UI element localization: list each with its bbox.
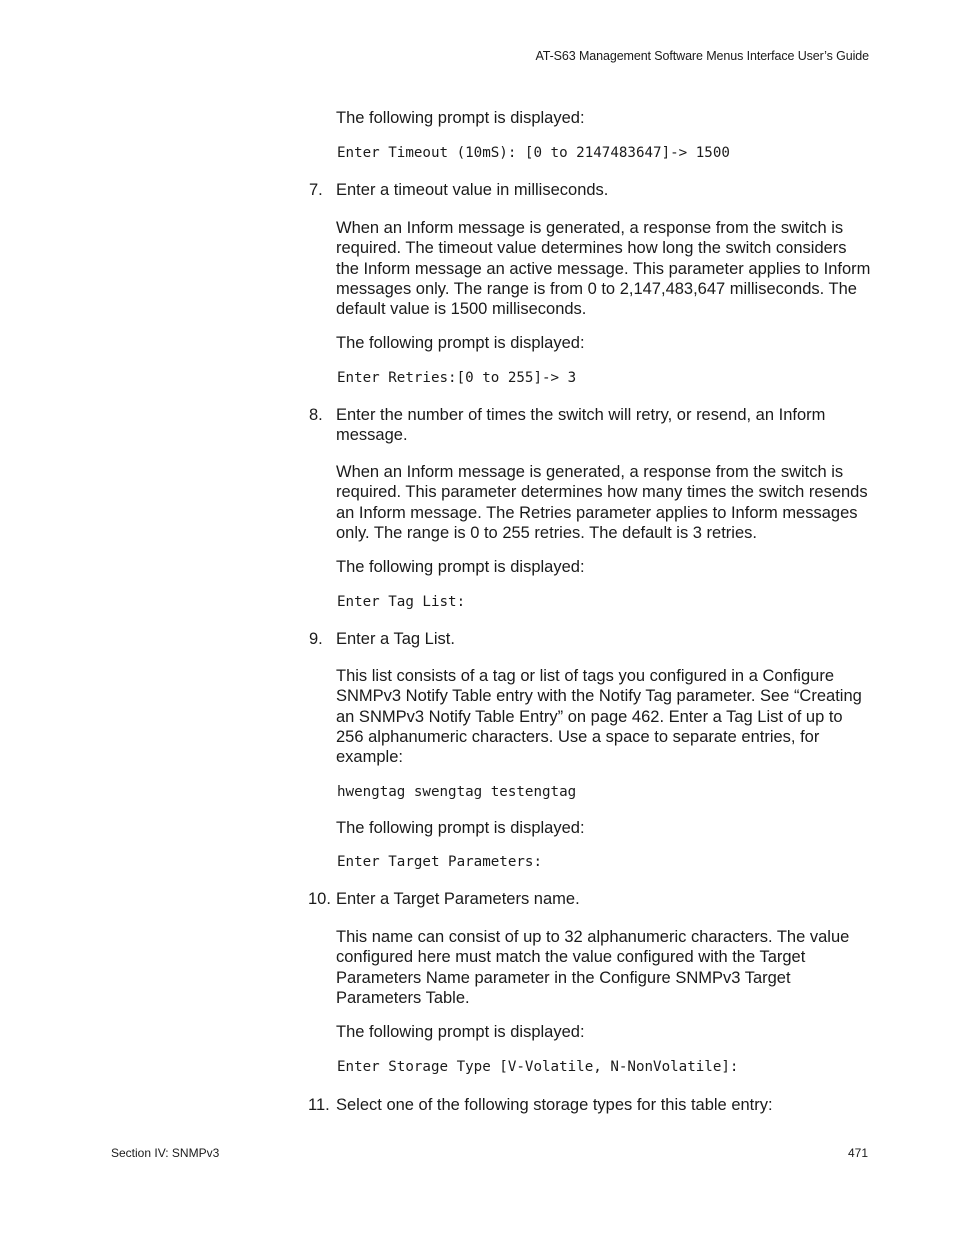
step-7-instruction: Enter a timeout value in milliseconds. (336, 181, 609, 199)
code-prompt-tag-list: Enter Tag List: (337, 594, 466, 610)
code-example-tags: hwengtag swengtag testengtag (337, 784, 577, 800)
step-number: 7. (309, 181, 323, 199)
step-number: 11. (308, 1096, 330, 1114)
page-number: 471 (847, 1146, 868, 1160)
step-10-description: This name can consist of up to 32 alphanumeric characters. The value configured here must match the value configured with the Target Parameters Name parameter in the Configure SNMPv3 Target Parameters Table. (336, 928, 850, 1007)
footer-section: Section IV: SNMPv3 (111, 1146, 220, 1160)
prompt-intro: The following prompt is displayed: (336, 558, 585, 576)
step-11-instruction: Select one of the following storage types for this table entry: (336, 1096, 773, 1114)
step-10-instruction: Enter a Target Parameters name. (336, 890, 580, 908)
code-prompt-retries: Enter Retries:[0 to 255]-> 3 (337, 370, 577, 386)
step-9-instruction: Enter a Tag List. (336, 630, 455, 648)
code-prompt-target-parameters: Enter Target Parameters: (337, 854, 542, 870)
step-number: 8. (309, 406, 323, 424)
code-prompt-timeout: Enter Timeout (10mS): [0 to 2147483647]-> 1500 (337, 145, 730, 161)
prompt-intro: The following prompt is displayed: (336, 109, 585, 127)
prompt-intro: The following prompt is displayed: (336, 819, 585, 837)
step-number: 9. (309, 630, 323, 648)
step-9-description: This list consists of a tag or list of tags you configured in a Configure SNMPv3 Notify Table entry with the Notify Tag parameter. See “Creating an SNMPv3 Notify Table Entry” on page 462. Enter a Tag List of up to 256 alphanumeric characters. Use a space to separate entries, for example: (336, 667, 862, 767)
step-8-instruction: Enter the number of times the switch will retry, or resend, an Inform message. (336, 406, 826, 445)
step-number: 10. (308, 890, 331, 908)
running-header: AT-S63 Management Software Menus Interface User’s Guide (535, 49, 869, 63)
prompt-intro: The following prompt is displayed: (336, 1023, 585, 1041)
step-8-description: When an Inform message is generated, a response from the switch is required. This parameter determines how many times the switch resends an Inform message. The Retries parameter applies to Inform messages only. The range is 0 to 255 retries. The default is 3 retries. (336, 463, 868, 542)
prompt-intro: The following prompt is displayed: (336, 334, 585, 352)
code-prompt-storage-type: Enter Storage Type [V-Volatile, N-NonVolatile]: (337, 1059, 739, 1075)
step-7-description: When an Inform message is generated, a response from the switch is required. The timeout value determines how long the switch considers the Inform message an active message. This parameter applies to Inform messages only. The range is from 0 to 2,147,483,647 milliseconds. The default value is 1500 milliseconds. (336, 219, 871, 319)
